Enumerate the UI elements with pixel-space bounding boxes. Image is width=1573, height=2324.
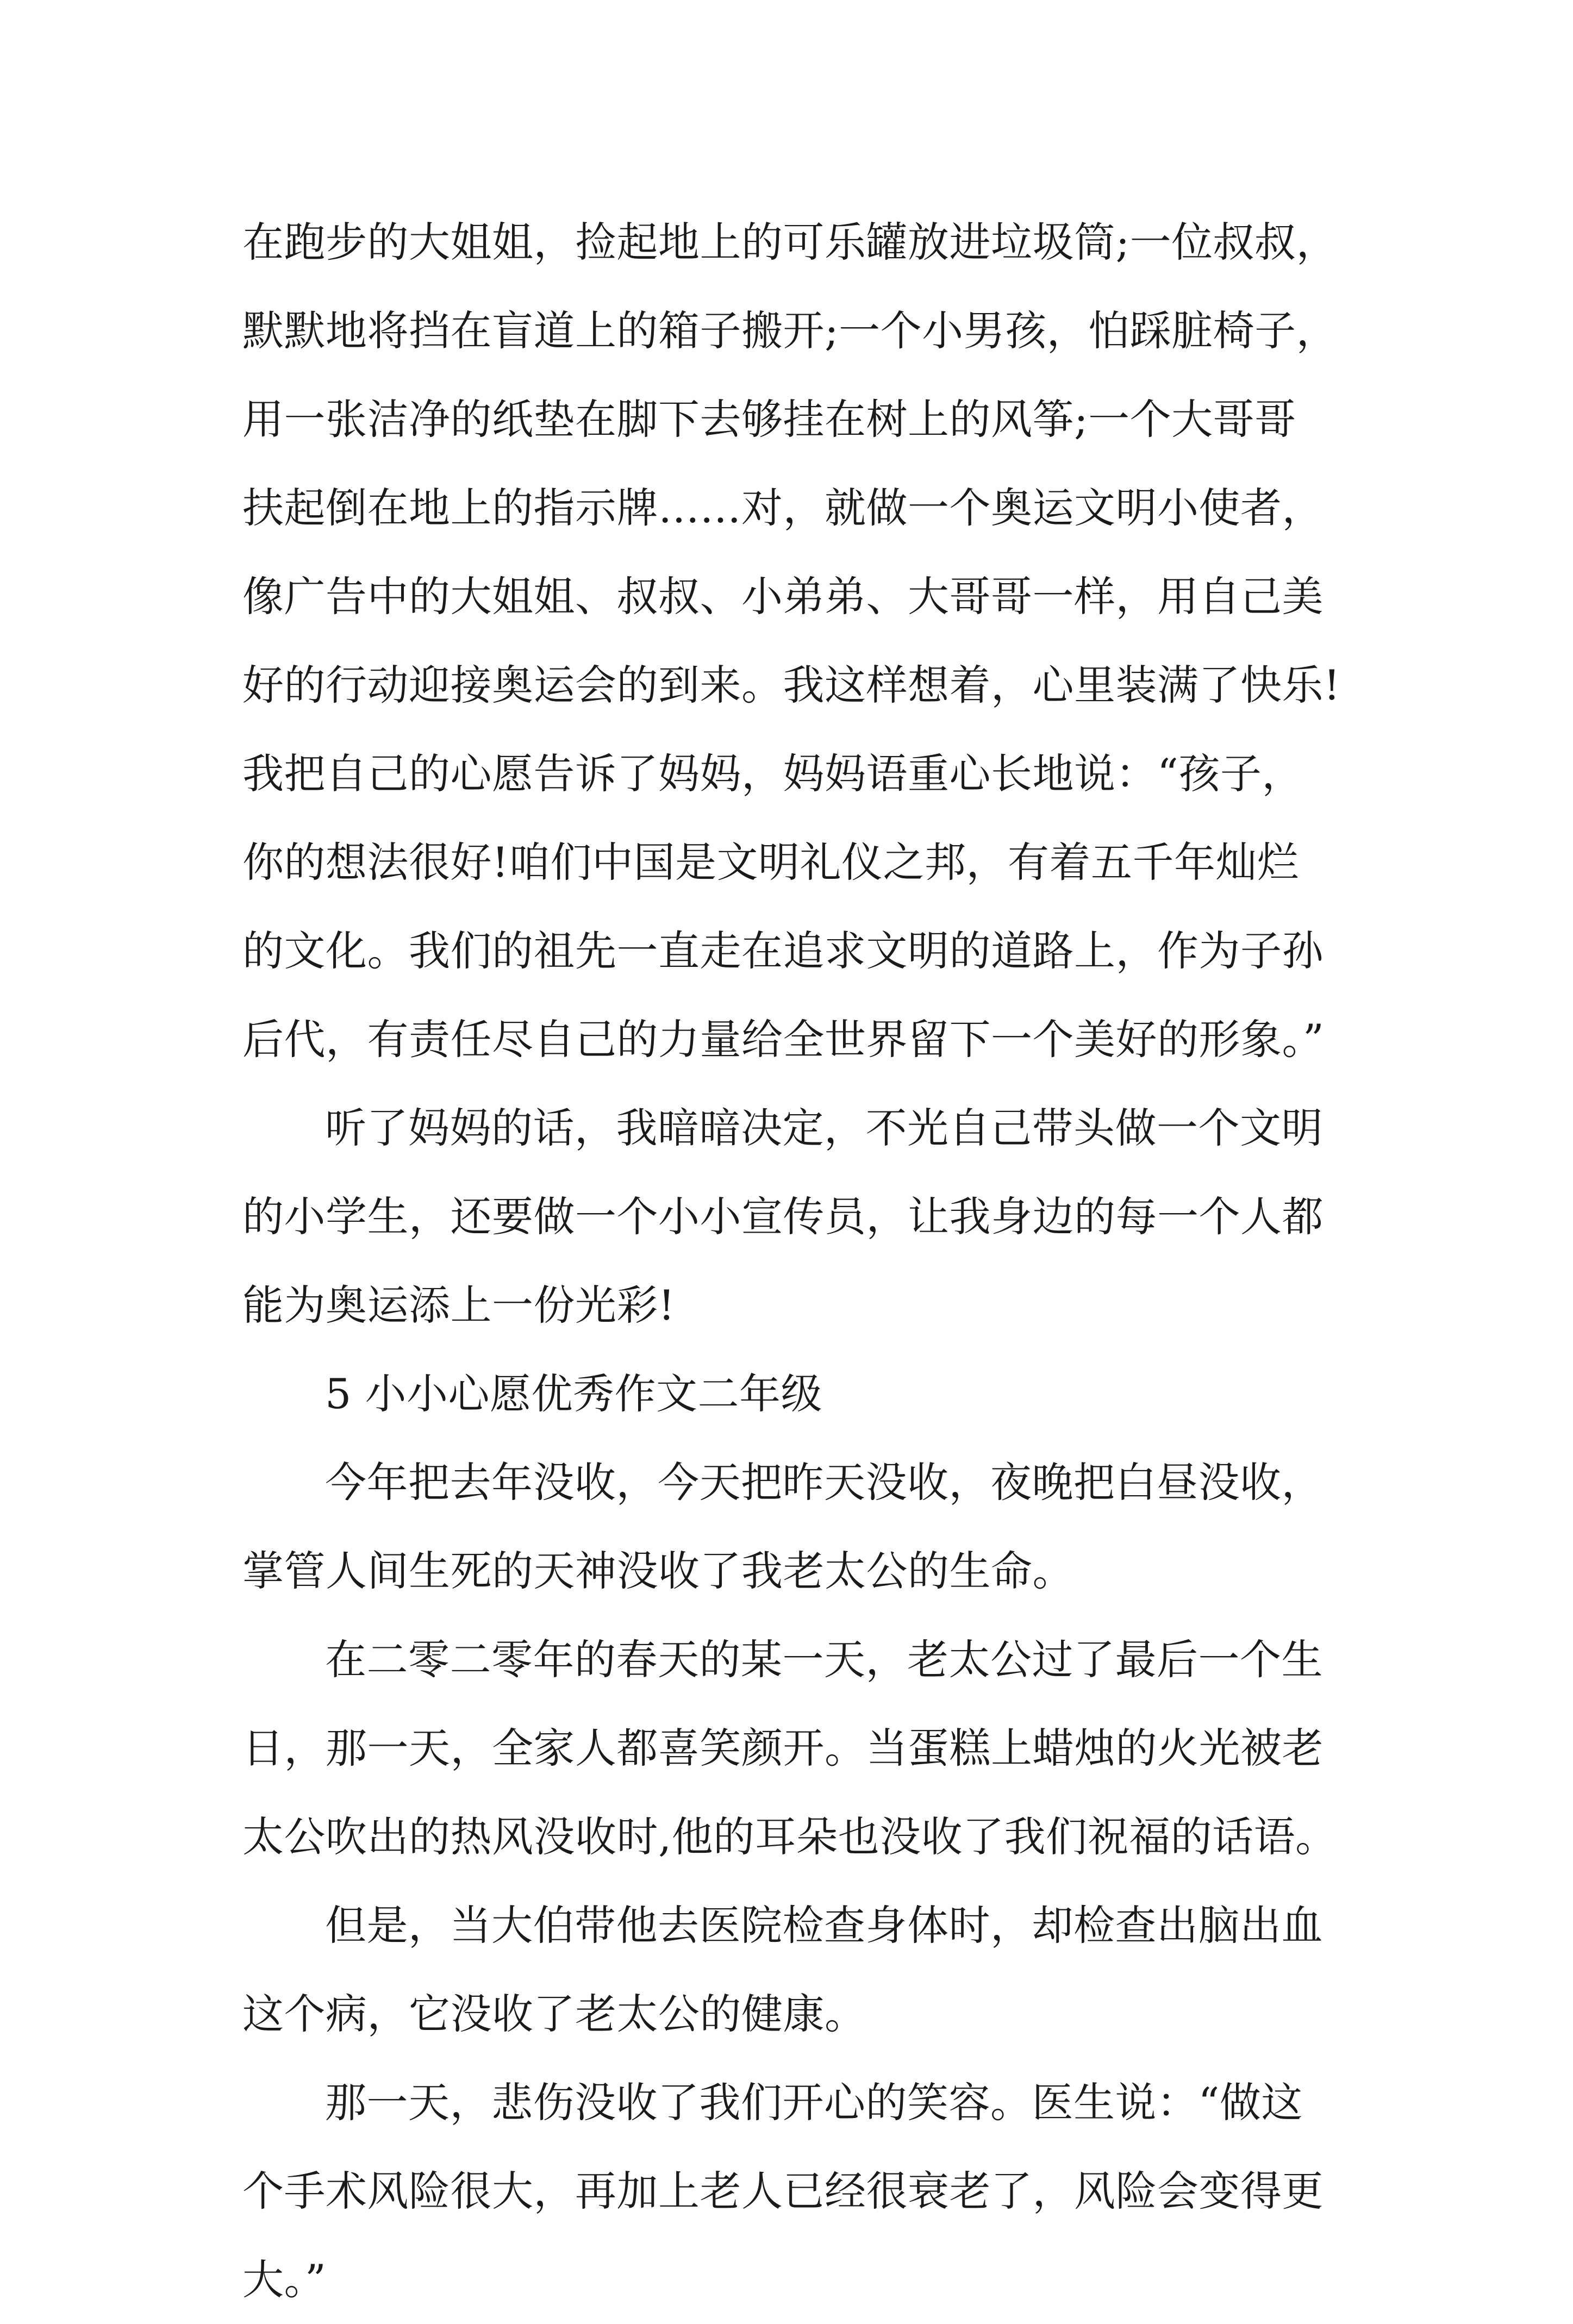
text-line: 大。” <box>242 2256 327 2304</box>
paragraph-first-line: 听了妈妈的话，我暗暗决定，不光自己带头做一个文明 <box>325 1104 1323 1152</box>
essay-body <box>242 198 1341 2324</box>
text-line: 个手术风险很大，再加上老人已经很衰老了，风险会变得更 <box>242 2167 1324 2215</box>
text-line: 扶起倒在地上的指示牌……对，就做一个奥运文明小使者， <box>242 484 1324 532</box>
text-line: 好的行动迎接奥运会的到来。我这样想着，心里装满了快乐! <box>242 661 1341 709</box>
text-line: 在跑步的大姐姐，捡起地上的可乐罐放进垃圾筒;一位叔叔， <box>242 218 1338 266</box>
text-line: 我把自己的心愿告诉了妈妈，妈妈语重心长地说：“孩子， <box>242 749 1303 798</box>
text-line: 能为奥运添上一份光彩! <box>242 1281 676 1329</box>
text-line: 你的想法很好!咱们中国是文明礼仪之邦，有着五千年灿烂 <box>242 838 1299 886</box>
section-heading: 5 小小心愿优秀作文二年级 <box>325 1370 823 1418</box>
text-line: 的小学生，还要做一个小小宣传员，让我身边的每一个人都 <box>242 1192 1324 1241</box>
text-line: 掌管人间生死的天神没收了我老太公的生命。 <box>242 1547 1074 1595</box>
text-line: 的文化。我们的祖先一直走在追求文明的道路上，作为子孙 <box>242 927 1324 975</box>
text-line: 日，那一天，全家人都喜笑颜开。当蛋糕上蜡烛的火光被老 <box>242 1724 1324 1772</box>
paragraph-first-line: 那一天，悲伤没收了我们开心的笑容。医生说：“做这 <box>325 2078 1303 2127</box>
text-line: 像广告中的大姐姐、叔叔、小弟弟、大哥哥一样，用自己美 <box>242 572 1324 621</box>
paragraph-first-line: 今年把去年没收，今天把昨天没收，夜晚把白昼没收， <box>325 1458 1323 1507</box>
text-line: 后代，有责任尽自己的力量给全世界留下一个美好的形象。” <box>242 1015 1325 1064</box>
text-line: 这个病，它没收了老太公的健康。 <box>242 1990 866 2038</box>
paragraph-first-line: 但是，当大伯带他去医院检查身体时，却检查出脑出血 <box>325 1901 1323 1950</box>
text-line: 太公吹出的热风没收时,他的耳朵也没收了我们祝福的话语。 <box>242 1813 1337 1861</box>
text-line: 默默地将挡在盲道上的箱子搬开;一个小男孩，怕踩脏椅子， <box>242 307 1338 355</box>
paragraph-first-line: 在二零二零年的春天的某一天，老太公过了最后一个生 <box>325 1635 1323 1684</box>
text-line: 用一张洁净的纸垫在脚下去够挂在树上的风筝;一个大哥哥 <box>242 395 1296 443</box>
